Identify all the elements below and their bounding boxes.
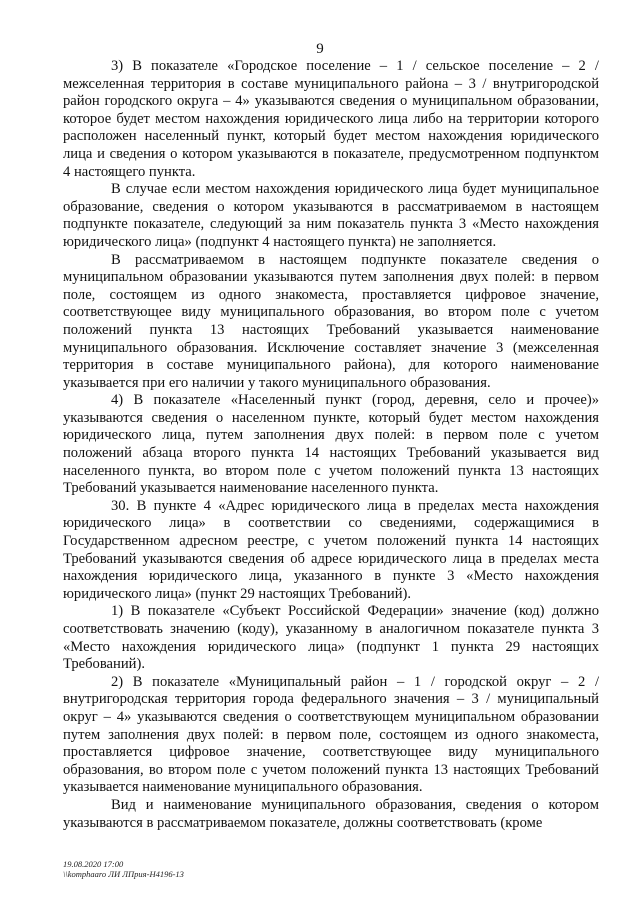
paragraph-item-30: 30. В пункте 4 «Адрес юридического лица в пределах места нахождения юридического лица» в соответствии со сведениями, содержащимися в Государственном адресном реестре, с учетом положений пункта 14 настоящих Требований указываются сведения об адресе юридического лица в пределах места нахождения юридического лица, указанного в пункте 3 «Место нахождения юридического лица» (пункт 29 настоящих Требований). xyxy=(63,497,599,602)
document-body xyxy=(63,58,599,832)
footer-date: 19.08.2020 17:00 xyxy=(63,859,124,869)
footer-stamp xyxy=(63,859,184,879)
paragraph-item-30-sub-2: 2) В показателе «Муниципальный район – 1 / городской округ – 2 / внутригородская территория города федерального значения – 3 / муниципальный округ – 4» указываются сведения о соответствующем муниципальном образовании путем заполнения двух полей: в первом поле, состоящем из одного знакоместа, проставляется цифровое значение, соответствующее виду муниципального образования, во втором поле с учетом положений пункта 13 настоящих Требований указывается наименование муниципального образования. xyxy=(63,673,599,796)
paragraph-municipality-fields: В рассматриваемом в настоящем подпункте показателе сведения о муниципальном образовании указываются путем заполнения двух полей: в первом поле, состоящем из одного знакоместа, проставляется цифровое значение, соответствующее виду муниципального образования, во втором поле с учетом положений пункта 13 настоящих Требований указывается наименование муниципального образования. Исключение составляет значение 3 (межселенная территория в составе муниципального района), для которого наименование указывается при его наличии у такого муниципального образования. xyxy=(63,251,599,391)
paragraph-subitem-3: 3) В показателе «Городское поселение – 1 / сельское поселение – 2 / межселенная территория в составе муниципального района – 3 / внутригородской район городского округа – 4» указываются сведения о муниципальном образовании, которое будет местом нахождения юридического лица либо на территории которого расположен населенный пункт, который будет местом нахождения юридического лица и сведения о котором указываются в показателе, предусмотренном подпунктом 4 настоящего пункта. xyxy=(63,58,599,180)
paragraph-subitem-4: 4) В показателе «Населенный пункт (город, деревня, село и прочее)» указываются сведения о населенном пункте, который будет местом нахождения юридического лица, путем заполнения двух полей: в первом поле с учетом положений абзаца второго пункта 14 настоящих Требований указывается вид населенного пункта, во втором поле с учетом положений пункта 13 настоящих Требований указывается наименование населенного пункта. xyxy=(63,392,599,497)
footer-file-path: \\komphaaro ЛИ ЛПрия-Н4196-13 xyxy=(63,869,184,879)
paragraph-location-note: В случае если местом нахождения юридического лица будет муниципальное образование, сведения о котором указываются в рассматриваемом в настоящем подпункте показателе, следующий за ним показатель пункта 3 «Место нахождения юридического лица» (подпункт 4 настоящего пункта) не заполняется. xyxy=(63,181,599,250)
paragraph-continuation: Вид и наименование муниципального образования, сведения о котором указываются в рассматриваемом показателе, должны соответствовать (кроме xyxy=(63,796,599,831)
paragraph-item-30-sub-1: 1) В показателе «Субъект Российской Федерации» значение (код) должно соответствовать значению (коду), указанному в аналогичном показателе пункта 3 «Место нахождения юридического лица» (подпункт 1 пункта 29 настоящих Требований). xyxy=(63,603,599,673)
page-number: 9 xyxy=(316,41,324,57)
